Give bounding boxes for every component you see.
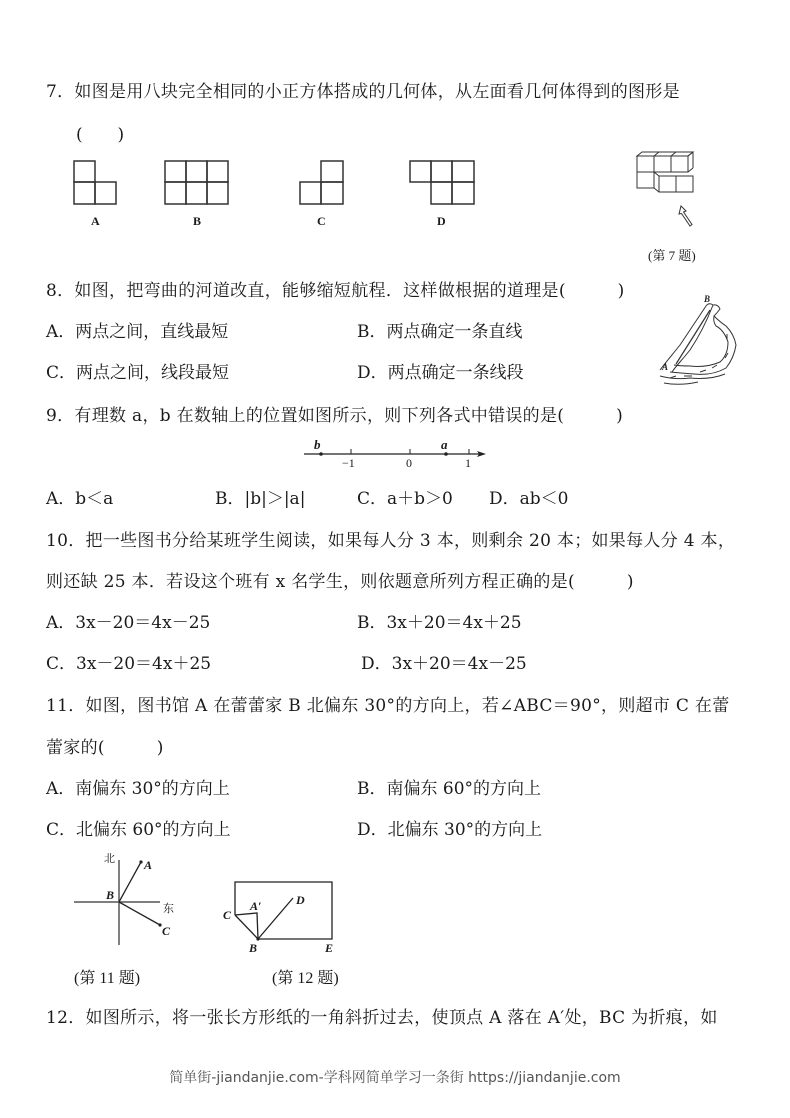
q11-point-a-label: A [144,858,153,872]
q9-option-d: D．ab＜0 [489,489,569,509]
q12-point-e-label: E [325,941,334,955]
q10-stem-line-2: 则还缺 25 本．若设这个班有 x 名学生，则依题意所列方程正确的是( ) [46,572,634,592]
q11-point-b-label: B [106,888,115,902]
q11-option-b: B．南偏东 60°的方向上 [357,779,542,799]
q9-point-a-label: a [441,437,448,452]
footer-watermark: 简单街-jiandanjie.com-学科网简单学习一条街 https://jiandanjie.com [169,1070,621,1086]
q12-point-a-prime-label: A′ [250,899,262,913]
q9-option-b: B．|b|＞|a| [215,489,306,509]
q12-stem: 12．如图所示，将一张长方形纸的一角斜折过去，使顶点 A 落在 A′处，BC 为折痕，如 [46,1008,718,1028]
q12-point-d-label: D [296,893,305,907]
q7-option-a-label: A [91,214,100,228]
q8-figure-point-a: A [662,362,669,372]
q9-tick-label-0: 0 [406,456,412,470]
q12-point-b-label: B [249,941,258,955]
q9-option-a: A．b＜a [46,489,114,509]
q7-option-b-label: B [193,214,202,228]
q8-option-b: B．两点确定一条直线 [357,322,523,342]
q8-option-d: D．两点确定一条线段 [357,363,524,383]
q7-option-d-label: D [437,214,446,228]
q7-answer-blank: ( ) [76,125,125,145]
q9-tick-label-1: 1 [465,456,471,470]
q10-option-c: C．3x－20＝4x＋25 [46,654,212,674]
q10-option-b: B．3x＋20＝4x＋25 [357,613,522,633]
q8-figure-point-b: B [704,294,711,304]
q9-tick-label-minus-1: −1 [342,456,355,470]
fold-crease-bc [235,915,258,939]
q9-option-c: C．a＋b＞0 [357,489,453,509]
q12-point-c-label: C [223,908,232,922]
q9-stem: 9．有理数 a，b 在数轴上的位置如图所示，则下列各式中错误的是( ) [46,406,624,426]
q11-option-c: C．北偏东 60°的方向上 [46,820,231,840]
q11-point-c-label: C [162,924,171,938]
q11-stem-line-1: 11．如图，图书馆 A 在蕾蕾家 B 北偏东 30°的方向上，若∠ABC＝90°，则超市 C 在蕾 [46,696,730,716]
q8-option-c: C．两点之间，线段最短 [46,363,230,383]
segment-bd [258,898,293,939]
q11-north-label: 北 [104,852,115,865]
ray-bc [119,902,160,925]
q11-option-a: A．南偏东 30°的方向上 [46,779,230,799]
q10-stem-line-1: 10．把一些图书分给某班学生阅读，如果每人分 3 本，则剩余 20 本；如果每人分 4 本， [46,531,736,551]
q11-stem-line-2: 蕾家的( ) [46,738,164,758]
q10-option-d: D．3x＋20＝4x－25 [361,654,527,674]
q12-figure-caption: (第 12 题) [272,970,339,987]
q7-option-c-label: C [317,214,326,228]
q11-figure-caption: (第 11 题) [74,970,141,987]
q11-east-label: 东 [163,902,174,915]
ray-ba [119,862,141,902]
q8-option-a: A．两点之间，直线最短 [46,322,229,342]
q7-figure-caption: (第 7 题) [648,248,696,263]
q9-point-b-label: b [314,437,321,452]
q10-option-a: A．3x－20＝4x－25 [46,613,211,633]
q11-option-d: D．北偏东 30°的方向上 [357,820,543,840]
q8-stem: 8．如图，把弯曲的河道改直，能够缩短航程．这样做根据的道理是( ) [46,281,625,301]
q7-stem: 7．如图是用八块完全相同的小正方体搭成的几何体，从左面看几何体得到的图形是 [46,82,680,102]
